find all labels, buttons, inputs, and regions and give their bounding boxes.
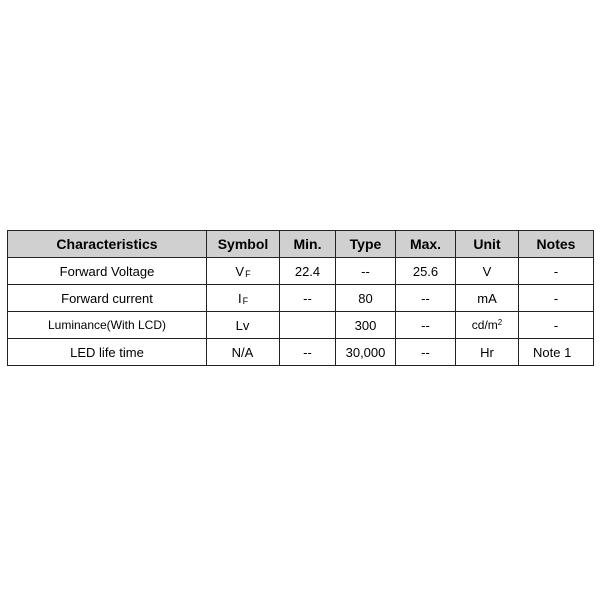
cell-notes: Note 1	[519, 339, 594, 366]
cell-type: 300	[336, 312, 396, 339]
cell-symbol	[207, 312, 280, 339]
table-row	[8, 285, 594, 312]
cell-max: --	[396, 285, 456, 312]
cell-unit	[456, 285, 519, 312]
cell-notes: -	[519, 258, 594, 285]
cell-characteristic: Forward current	[8, 285, 207, 312]
cell-max: --	[396, 312, 456, 339]
table-row	[8, 258, 594, 285]
symbol-subscript: F	[242, 295, 249, 306]
symbol-main: I	[237, 290, 242, 306]
unit-main: cd/m	[471, 318, 498, 332]
cell-characteristic: LED life time	[8, 339, 207, 366]
symbol-main: N/A	[231, 344, 254, 360]
header-notes: Notes	[519, 231, 594, 258]
cell-max: --	[396, 339, 456, 366]
cell-min: 22.4	[280, 258, 336, 285]
table-header	[8, 231, 594, 258]
cell-symbol	[207, 258, 280, 285]
cell-unit	[456, 312, 519, 339]
unit-superscript: 2	[497, 318, 503, 327]
symbol-main: Lv	[235, 317, 250, 333]
unit-main: Hr	[480, 344, 494, 360]
cell-symbol	[207, 339, 280, 366]
header-row	[8, 231, 594, 258]
table-body	[8, 258, 594, 366]
cell-unit	[456, 339, 519, 366]
header-max: Max.	[396, 231, 456, 258]
cell-symbol	[207, 285, 280, 312]
cell-characteristic: Luminance(With LCD)	[8, 312, 207, 339]
cell-notes: -	[519, 285, 594, 312]
header-unit: Unit	[456, 231, 519, 258]
table-row	[8, 339, 594, 366]
cell-min: --	[280, 339, 336, 366]
header-min: Min.	[280, 231, 336, 258]
cell-type: 80	[336, 285, 396, 312]
cell-min	[280, 312, 336, 339]
cell-notes: -	[519, 312, 594, 339]
symbol-subscript: F	[245, 268, 251, 279]
led-characteristics-table	[7, 230, 594, 366]
symbol-main: V	[235, 263, 245, 279]
header-type: Type	[336, 231, 396, 258]
cell-max: 25.6	[396, 258, 456, 285]
cell-characteristic: Forward Voltage	[8, 258, 207, 285]
cell-min: --	[280, 285, 336, 312]
unit-main: mA	[477, 290, 497, 306]
unit-main: V	[482, 263, 492, 279]
cell-unit	[456, 258, 519, 285]
header-characteristics: Characteristics	[8, 231, 207, 258]
header-symbol: Symbol	[207, 231, 280, 258]
table-row	[8, 312, 594, 339]
cell-type: --	[336, 258, 396, 285]
cell-type: 30,000	[336, 339, 396, 366]
